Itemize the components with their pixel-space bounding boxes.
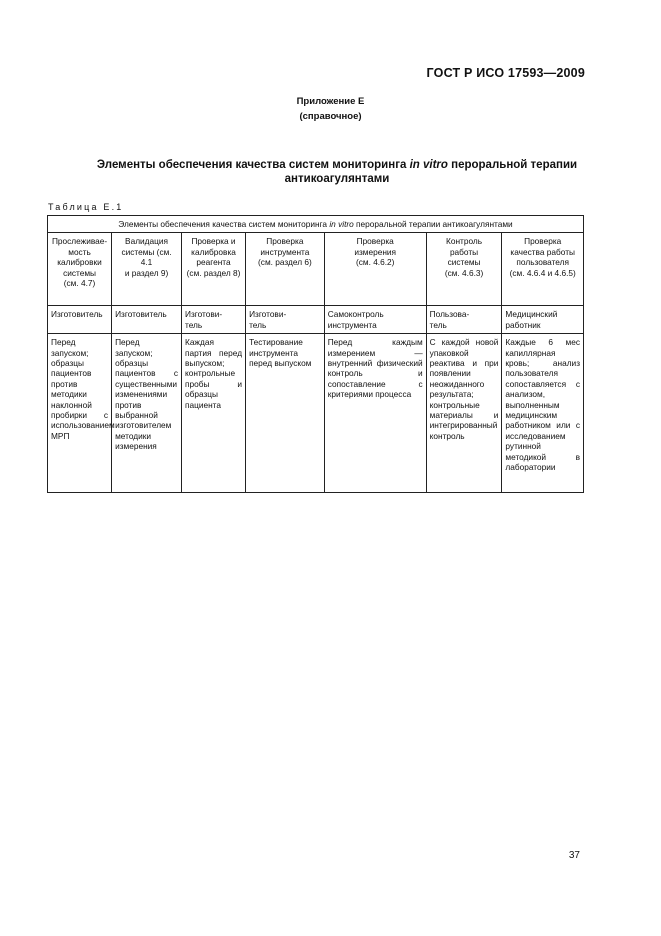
appendix-title: Приложение Е <box>296 96 365 107</box>
description-cell: Перед запуском; образцы пациентов против методики наклонной пробирки с использованием МРП <box>48 334 112 493</box>
column-header: Контроль работы системы (см. 4.6.3) <box>426 233 502 306</box>
column-header: Валидация системы (см. 4.1 и раздел 9) <box>112 233 182 306</box>
appendix-heading <box>0 94 661 124</box>
column-header: Проверка качества работы пользователя (см. 4.6.4 и 4.6.5) <box>502 233 584 306</box>
description-cell: Тестирование инструмента перед выпуском <box>246 334 325 493</box>
column-header: Проверка и калибровка реагента (см. раздел 8) <box>181 233 245 306</box>
responsible-cell: Изготови- тель <box>181 306 245 334</box>
responsible-cell: Изготовитель <box>112 306 182 334</box>
responsible-cell: Самоконтроль инструмента <box>324 306 426 334</box>
header-row <box>48 233 584 306</box>
quality-elements-table <box>47 215 584 493</box>
description-row <box>48 334 584 493</box>
page-number: 37 <box>568 850 580 861</box>
main-title <box>70 158 604 186</box>
main-title-line2: антикоагулянтами <box>284 173 390 185</box>
responsible-cell: Изготови- тель <box>246 306 325 334</box>
column-header: Проверка инструмента (см. раздел 6) <box>246 233 325 306</box>
responsible-cell: Пользова- тель <box>426 306 502 334</box>
table-title-row <box>48 216 584 233</box>
table-label: Таблица Е.1 <box>48 202 124 212</box>
table-title: Элементы обеспечения качества систем мониторинга in vitro пероральной терапии антикоагулянтами <box>48 216 584 233</box>
appendix-subtitle: (справочное) <box>299 111 362 122</box>
column-header: Прослеживае- мость калибровки системы (см. 4.7) <box>48 233 112 306</box>
column-header: Проверка измерения (см. 4.6.2) <box>324 233 426 306</box>
responsible-cell: Медицинский работник <box>502 306 584 334</box>
main-title-line1: Элементы обеспечения качества систем мониторинга in vitro пероральной терапии <box>96 159 578 171</box>
responsible-row <box>48 306 584 334</box>
responsible-cell: Изготовитель <box>48 306 112 334</box>
description-cell: С каждой новой упаковкой реактива и при появлении неожиданного результата; контрольные материалы и интегрированный контроль <box>426 334 502 493</box>
description-cell: Каждые 6 мес капиллярная кровь; анализ пользователя сопоставляется с анализом, выполненным медицинским работником или с исследованием рутинной методикой в лаборатории <box>502 334 584 493</box>
description-cell: Перед каждым измерением — внутренний физический контроль и сопоставление с критериями процесса <box>324 334 426 493</box>
description-cell: Перед запуском; образцы пациентов с существенными изменениями против выбранной изготовителем методики измерения <box>112 334 182 493</box>
description-cell: Каждая партия перед выпуском; контрольные пробы и образцы пациента <box>181 334 245 493</box>
document-code: ГОСТ Р ИСО 17593—2009 <box>426 66 585 80</box>
